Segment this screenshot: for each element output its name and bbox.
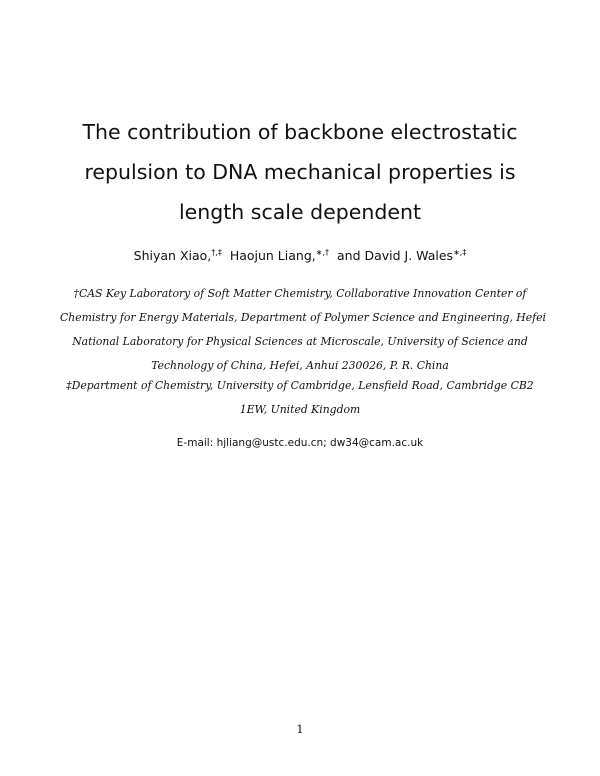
affiliation-ustc [60, 282, 546, 378]
title-line: The contribution of backbone electrostatic [82, 120, 518, 144]
affiliation-line: 1EW, United Kingdom [239, 403, 361, 416]
affiliation-line: ‡Department of Chemistry, University of Cambridge, Lensfield Road, Cambridge CB2 [66, 379, 534, 392]
title-line: repulsion to DNA mechanical properties is [84, 160, 516, 184]
page-number: 1 [296, 723, 304, 736]
author-affiliation-marks: ∗,‡ [453, 248, 467, 257]
affiliation-cambridge [60, 374, 540, 422]
author-name: Haojun Liang, [229, 248, 316, 263]
title-line: length scale dependent [178, 200, 422, 224]
affiliation-line: †CAS Key Laboratory of Soft Matter Chemistry, Collaborative Innovation Center of [73, 287, 527, 300]
affiliation-line: National Laboratory for Physical Sciences at Microscale, University of Science and [72, 335, 528, 348]
author-affiliation-marks: ∗,† [315, 248, 329, 257]
affiliation-line: Technology of China, Hefei, Anhui 230026, P. R. China [151, 359, 449, 372]
paper-title [40, 112, 560, 232]
author-list [40, 247, 560, 265]
author-affiliation-marks: †,‡ [211, 248, 222, 257]
contact-email: E-mail: hjliang@ustc.edu.cn; dw34@cam.ac.uk [176, 437, 424, 449]
author-name: Shiyan Xiao, [133, 248, 212, 263]
author-name: and David J. Wales [336, 248, 454, 263]
affiliation-line: Chemistry for Energy Materials, Department of Polymer Science and Engineering, Hefei [60, 311, 546, 324]
